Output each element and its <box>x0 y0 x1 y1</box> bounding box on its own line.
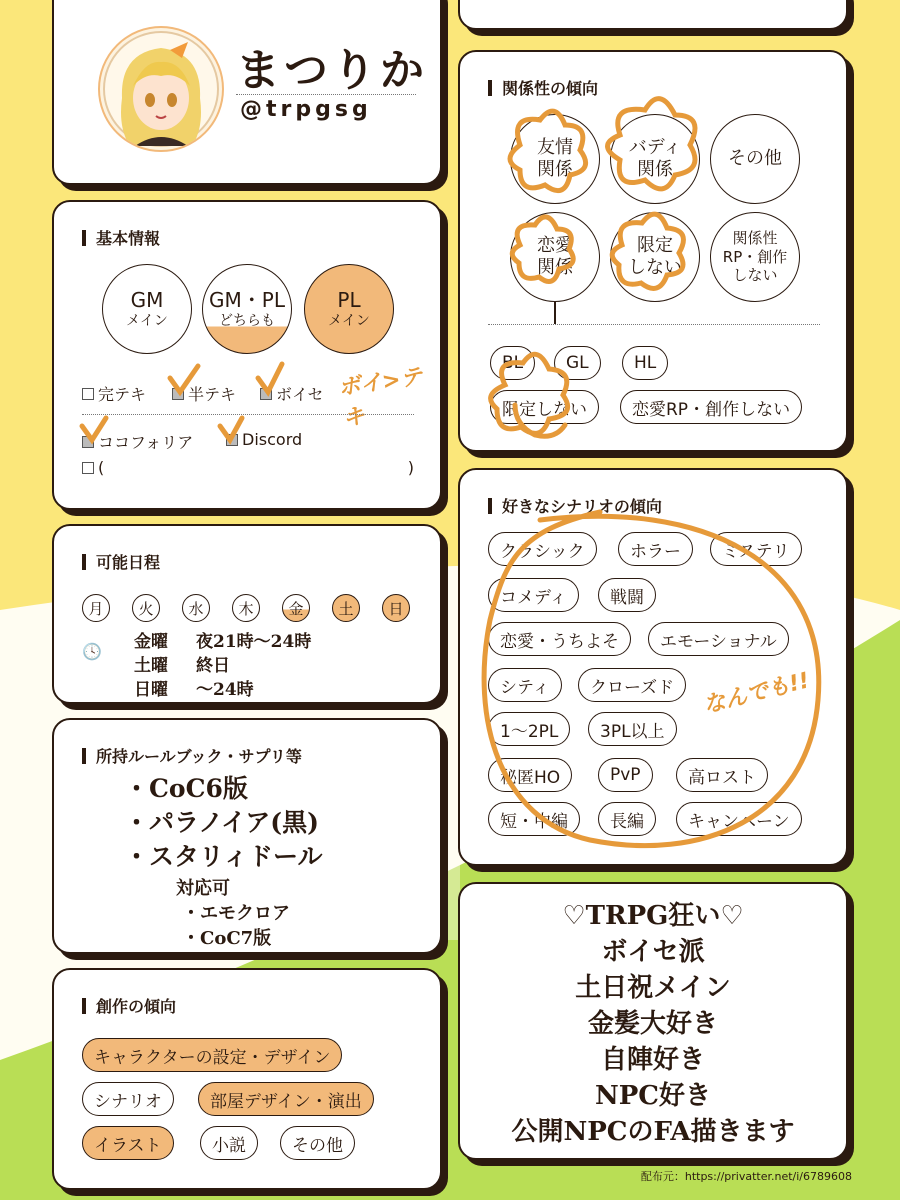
basic-info-title: 基本情報 <box>82 226 160 249</box>
scenario-tag: 秘匿HO <box>488 758 572 792</box>
checkbox <box>82 388 94 400</box>
relation-line: 関係 <box>537 257 573 278</box>
role-pl-main <box>304 264 394 354</box>
clock-icon: 🕓 <box>82 642 102 661</box>
relation-connector <box>554 302 556 324</box>
scenario-tag: 長編 <box>598 802 656 836</box>
creation-tag: シナリオ <box>82 1082 174 1116</box>
scenario-tag: 短・中編 <box>488 802 580 836</box>
relation-tag: HL <box>622 346 668 380</box>
basic-info-card <box>52 200 442 510</box>
tool-label: ココフォリア <box>98 433 194 452</box>
rulebook-item: ・パラノイア(黒) <box>124 808 319 837</box>
schedule-title: 可能日程 <box>82 550 160 573</box>
style-half-text <box>172 382 236 405</box>
free-text-card <box>458 882 848 1160</box>
footer-credit: 配布元：https://privatter.net/i/6789608 <box>640 1170 852 1183</box>
style-label: 半テキ <box>188 385 237 404</box>
checkbox-checked <box>226 434 238 446</box>
schedule-day: 日曜 <box>134 680 168 700</box>
top-right-card <box>458 0 848 30</box>
schedule-row <box>134 630 311 702</box>
scenario-tag: コメディ <box>488 578 579 612</box>
checkbox-checked <box>260 388 272 400</box>
rulebook-item: ・CoC6版 <box>124 774 248 803</box>
relation-circle <box>510 212 600 302</box>
profile-card <box>52 0 442 185</box>
relation-line: 関係 <box>537 159 573 180</box>
scenario-tag: ミステリ <box>710 532 802 566</box>
relation-circle <box>610 114 700 204</box>
supported-list <box>176 876 290 951</box>
name-divider <box>236 94 416 95</box>
supported-title: 対応可 <box>176 878 230 899</box>
relation-tag: BL <box>490 346 535 380</box>
scenario-tag: クローズド <box>578 668 686 702</box>
other-open-paren: ( <box>98 458 105 477</box>
creation-card <box>52 968 442 1190</box>
relation-line: バディ <box>628 136 682 158</box>
day-mon: 月 <box>82 594 110 622</box>
relation-line: しない <box>732 266 778 285</box>
scenario-tag: エモーショナル <box>648 622 789 656</box>
rulebooks-card <box>52 718 442 954</box>
free-text-line: 土日祝メイン <box>575 973 731 1003</box>
style-label: ボイセ <box>276 385 324 404</box>
scenario-tag: 1〜2PL <box>488 712 570 746</box>
relation-tag: 恋愛RP・創作しない <box>620 390 802 424</box>
day-thu: 木 <box>232 594 260 622</box>
free-text-line: ボイセ派 <box>601 937 705 967</box>
scenario-tag: クラシック <box>488 532 597 566</box>
schedule-time: 〜24時 <box>196 680 254 700</box>
creation-title: 創作の傾向 <box>82 994 176 1017</box>
schedule-time: 終日 <box>196 656 230 676</box>
free-text-line: 金髪大好き <box>587 1009 718 1039</box>
other-close-paren: ) <box>407 458 414 477</box>
relation-line: RP・創作 <box>722 247 788 266</box>
role-sub-label: メイン <box>126 312 168 329</box>
style-label: 完テキ <box>98 385 147 404</box>
relation-circle <box>610 212 700 302</box>
scenario-tag: 3PL以上 <box>588 712 677 746</box>
free-text-line: 自陣好き <box>600 1045 705 1075</box>
relation-circle <box>510 114 600 204</box>
creation-tag: その他 <box>280 1126 355 1160</box>
tool-label: Discord <box>242 430 303 449</box>
rulebook-item: ・スタリィドール <box>124 842 323 871</box>
tool-other <box>82 458 414 477</box>
day-sun: 日 <box>382 594 410 622</box>
profile-handle: @trpgsg <box>240 97 372 122</box>
scenario-tag: 戦闘 <box>598 578 656 612</box>
schedule-time: 夜21時〜24時 <box>196 632 312 652</box>
free-text-line: 公開NPCのFA描きます <box>511 1117 795 1147</box>
scenario-tag: シティ <box>488 668 562 702</box>
handwritten-scenario-note: なんでも!! <box>701 668 812 719</box>
checkbox-checked <box>82 436 94 448</box>
scenario-tag: 高ロスト <box>676 758 768 792</box>
relation-line: 関係 <box>637 159 673 180</box>
style-voice <box>260 382 324 405</box>
creation-tag: イラスト <box>82 1126 174 1160</box>
schedule-card <box>52 524 442 704</box>
role-sub-label: メイン <box>328 312 370 329</box>
schedule-day: 土曜 <box>134 656 168 676</box>
supported-item: ・CoC7版 <box>182 928 272 949</box>
checkbox <box>82 462 94 474</box>
relation-tag: GL <box>554 346 601 380</box>
role-sub-label: どちらも <box>219 312 275 329</box>
scenario-tag: キャンペーン <box>676 802 802 836</box>
day-fri: 金 <box>282 594 310 622</box>
free-text-line: NPC好き <box>594 1081 711 1111</box>
relation-circle <box>710 212 800 302</box>
role-main-label: GM <box>130 287 164 312</box>
relationship-title: 関係性の傾向 <box>488 76 598 99</box>
relation-line: しない <box>628 257 682 278</box>
scenario-title: 好きなシナリオの傾向 <box>488 494 662 517</box>
role-gm-main <box>102 264 192 354</box>
day-wed: 水 <box>182 594 210 622</box>
supported-item: ・エモクロア <box>182 903 290 924</box>
profile-name: まつりか <box>236 45 428 96</box>
checkbox-checked <box>172 388 184 400</box>
scenario-card <box>458 468 848 866</box>
free-text-line: ♡TRPG狂い♡ <box>562 901 744 931</box>
relation-tag: 限定しない <box>490 390 599 424</box>
avatar <box>98 26 224 152</box>
role-main-label: PL <box>337 287 361 312</box>
relation-line: 関係性 <box>732 228 778 247</box>
handwritten-style-note: ボイ>テキ <box>336 364 424 432</box>
role-main-label: GM・PL <box>209 287 285 312</box>
creation-tag: キャラクターの設定・デザイン <box>82 1038 342 1072</box>
schedule-day: 金曜 <box>134 632 168 652</box>
scenario-tag: 恋愛・うちよそ <box>488 622 631 656</box>
style-full-text <box>82 382 146 405</box>
relation-divider <box>488 324 820 325</box>
scenario-tag: PvP <box>598 758 653 792</box>
day-sat: 土 <box>332 594 360 622</box>
tool-ccfolia <box>82 430 193 453</box>
creation-tag: 小説 <box>200 1126 258 1160</box>
creation-tag: 部屋デザイン・演出 <box>198 1082 374 1116</box>
free-text-block <box>460 898 846 1150</box>
day-tue: 火 <box>132 594 160 622</box>
relation-line: その他 <box>728 147 782 169</box>
relation-line: 友情 <box>537 136 573 158</box>
relation-circle <box>710 114 800 204</box>
tool-discord <box>226 430 302 449</box>
role-gm-pl-both <box>202 264 292 354</box>
rulebook-list <box>124 772 323 874</box>
basic-divider <box>82 414 414 415</box>
relation-line: 恋愛 <box>537 234 573 256</box>
relation-line: 限定 <box>637 234 673 256</box>
relationship-card <box>458 50 848 452</box>
scenario-tag: ホラー <box>618 532 693 566</box>
rulebooks-title: 所持ルールブック・サプリ等 <box>82 744 302 767</box>
